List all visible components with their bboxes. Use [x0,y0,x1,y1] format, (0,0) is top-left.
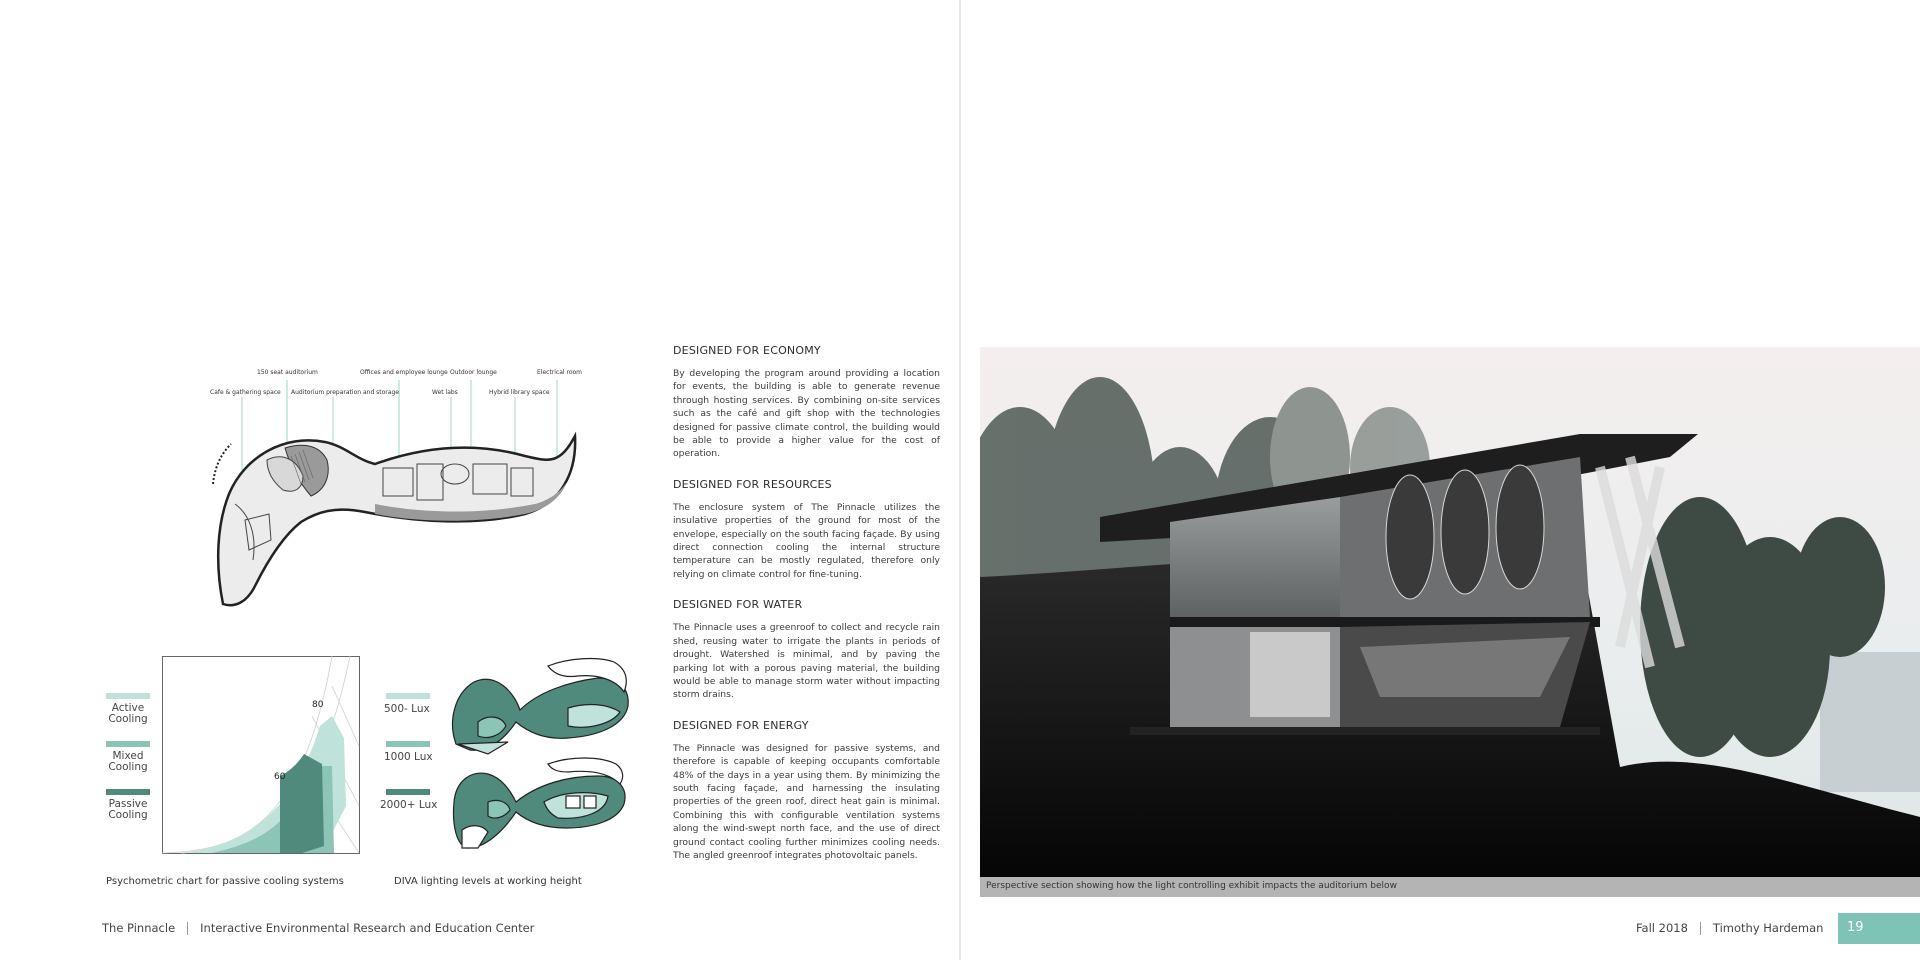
footer-left [102,921,534,935]
section-energy [673,719,940,863]
diva-label-500: 500- Lux [384,703,430,715]
section-economy [673,344,940,461]
legend-swatch-active [106,693,150,699]
label-library: Hybrid library space [489,389,550,396]
psychrometric-caption: Psychometric chart for passive cooling systems [106,876,344,887]
section-resources [673,478,940,581]
legend-mixed-line2: Cooling [108,761,148,773]
label-offices: Offices and employee lounge [360,369,448,376]
legend-mixed [100,751,156,773]
floor-plan [205,364,585,614]
footer-project: The Pinnacle [102,921,176,935]
footer-right [1636,921,1823,935]
label-wetlabs: Wet labs [432,389,458,396]
section-title: DESIGNED FOR ECONOMY [673,344,821,357]
legend-active [100,703,156,725]
legend-active-line1: Active [111,702,145,714]
section-body: The Pinnacle was designed for passive systems, and therefore is capable of keeping occupants comfortable 48% of the days in a year using them. By minimizing the south facing façade, and harnessing the insulating properties of the green roof, direct heat gain is minimal. Combining this with configurable ventilation systems along the wind-swept north face, and the use of direct ground contact cooling further minimizes cooling needs. The angled greenroof integrates photovoltaic panels. [673,742,940,861]
label-cafe: Cafe & gathering space [210,389,281,396]
page-number: 19 [1838,913,1920,944]
floor-plan-drawing [205,364,585,614]
footer-divider [187,922,188,935]
section-title: DESIGNED FOR ENERGY [673,718,809,732]
section-body: The enclosure system of The Pinnacle utilizes the insulative properties of the ground for most of the envelope, especially on the south facing façade. By using direct connection cooling the internal structure temperature can be mostly regulated, therefore only relying on climate control for fine-tuning. [673,501,940,580]
diva-label-1000: 1000 Lux [384,751,433,763]
section-body: By developing the program around providing a location for events, the building is able to generate revenue through hosting services. By combining on-site services such as the café and gift shop with the technologies designed for passive climate control, the building would be able to provide a higher value for the cost of operation. [673,368,940,460]
section-title: DESIGNED FOR RESOURCES [673,477,832,491]
section-title: DESIGNED FOR WATER [673,598,803,612]
page-gutter [959,0,961,960]
footer-subtitle: Interactive Environmental Research and Education Center [200,921,535,935]
swatch [106,693,150,699]
section-body: The Pinnacle uses a greenroof to collect and recycle rain shed, reusing water to irrigate the plants in periods of drought. Watershed is minimal, and by paving the parking lot with a porous paving material, the building would be able to manage storm water without impacting storm drains. [673,622,940,701]
diva-plans [448,652,630,862]
legend-passive [100,799,156,821]
marker-upper: 80 [312,700,324,710]
footer-term: Fall 2018 [1636,921,1688,935]
label-electrical: Electrical room [537,369,583,376]
legend-swatch-passive [106,789,150,795]
diva-swatch-2000 [386,789,430,795]
footer-author: Timothy Hardeman [1712,921,1824,935]
legend-active-line2: Cooling [108,713,148,725]
render-svg [980,347,1920,877]
perspective-section-render [980,347,1920,877]
psychrometric-chart-svg [162,656,360,854]
diva-caption: DIVA lighting levels at working height [394,876,582,887]
marker-lower: 60 [274,772,286,782]
diva-swatch-1000 [386,741,430,747]
label-prep: Auditorium preparation and storage [291,389,399,396]
sections-column [673,344,940,862]
legend-passive-line1: Passive [108,798,148,810]
label-outdoor: Outdoor lounge [450,369,497,376]
diva-label-2000: 2000+ Lux [380,799,438,811]
legend-mixed-line1: Mixed [112,750,144,762]
section-water [673,598,940,701]
footer-divider [1700,922,1701,935]
render-caption: Perspective section showing how the light controlling exhibit impacts the auditorium below [980,877,1920,897]
legend-swatch-mixed [106,741,150,747]
diva-swatch-500 [386,693,430,699]
label-auditorium: 150 seat auditorium [257,369,318,376]
psychrometric-chart [162,656,360,854]
diva-plans-svg [448,652,630,862]
legend-passive-line2: Cooling [108,809,148,821]
